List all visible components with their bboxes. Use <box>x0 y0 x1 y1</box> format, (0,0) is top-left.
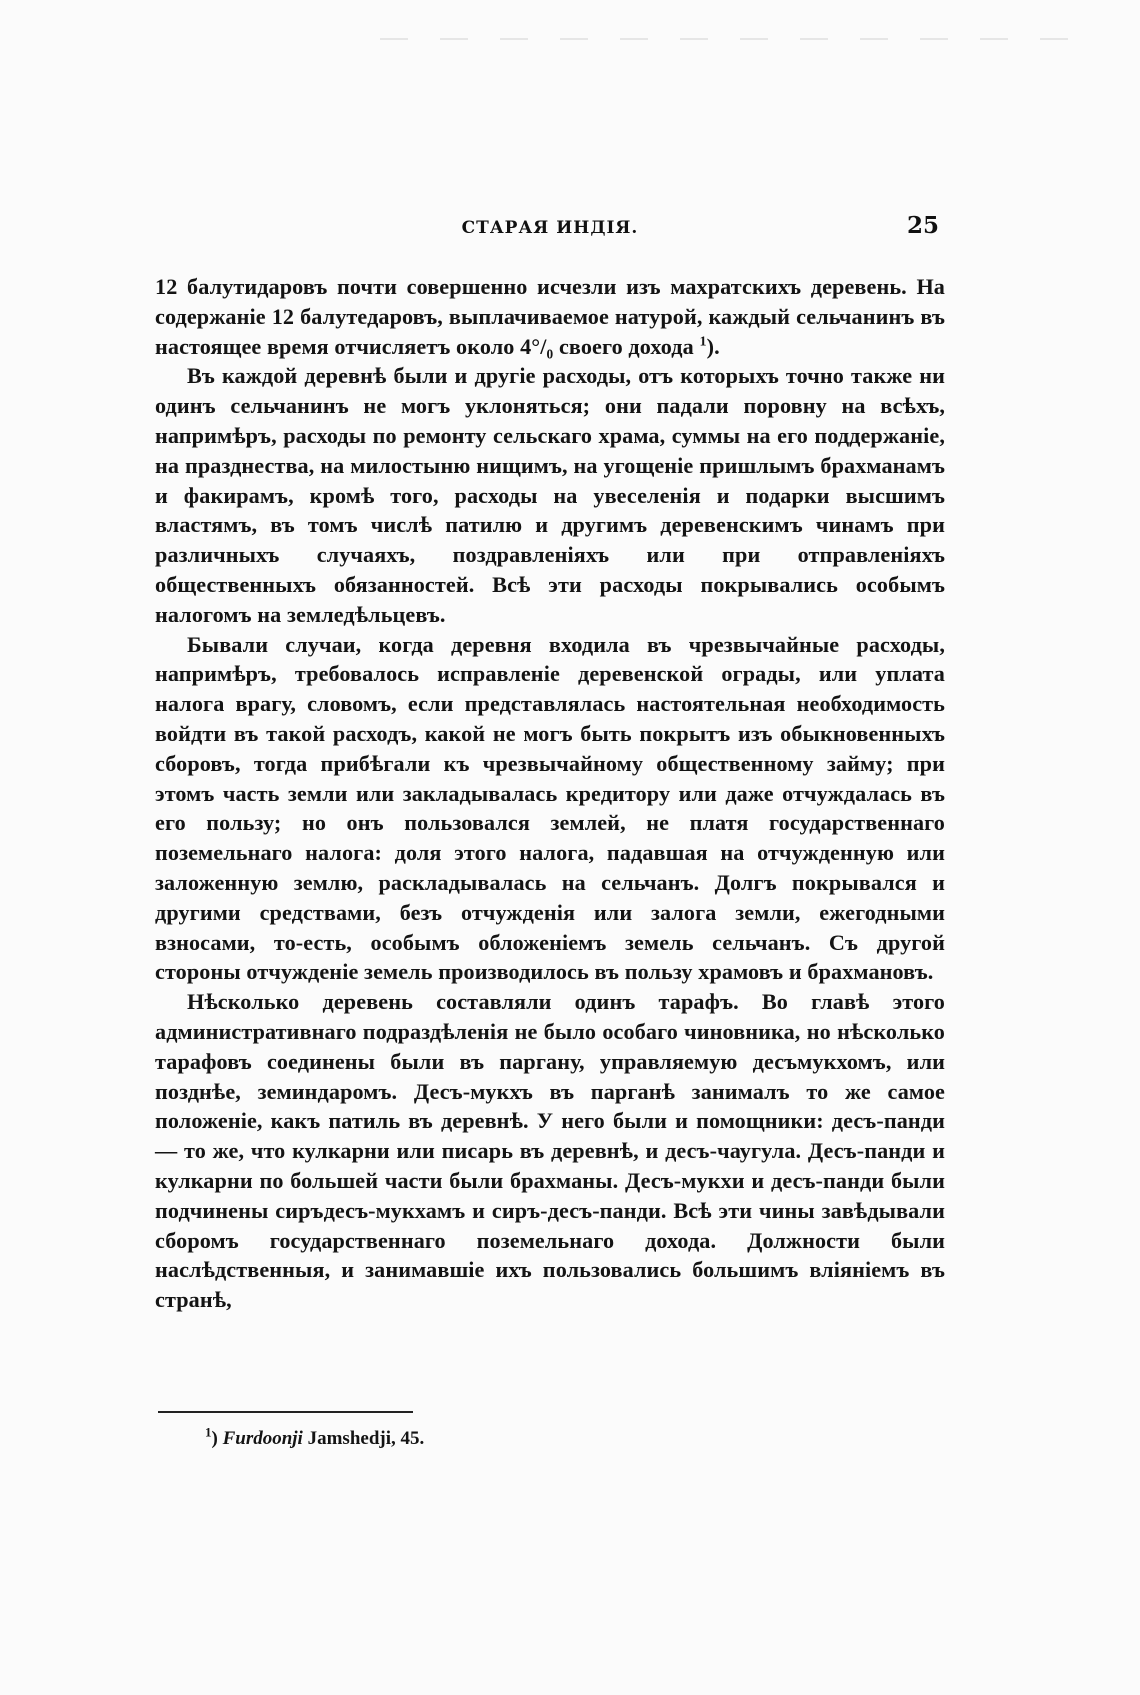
paragraph-1-tail: ). <box>706 333 720 359</box>
footnote <box>205 1424 425 1450</box>
running-head <box>155 212 945 252</box>
footnote-author: Furdoonji <box>222 1428 303 1449</box>
paragraph-4: Нѣсколько деревень составляли одинъ тарафъ. Во главѣ этого административнаго подраздѣленія не было особаго чиновника, но нѣсколько тарафовъ соединены были въ паргану, управляемую десъмукхомъ, или позднѣе, земиндаромъ. Десъ-мукхъ въ парганѣ занималъ то же самое положеніе, какъ патиль въ деревнѣ. У него были и помощники: десъ-панди — то же, что кулкарни или писарь въ деревнѣ, и десъ-чаугула. Десъ-панди и кулкарни по большей части были брахманы. Десъ-мукхи и десъ-панди были подчинены сиръдесъ-мукхамъ и сиръ-десъ-панди. Всѣ эти чины завѣдывали сборомъ государственнаго поземельнаго дохода. Должности были наслѣдственныя, и занимавшіе ихъ пользовались большимъ вліяніемъ въ странѣ, <box>155 989 945 1313</box>
paragraph-1-text: 12 балутидаровъ почти совершенно исчезли изъ махратскихъ деревень. На содержаніе 12 балутедаровъ, выплачиваемое натурой, каждый сельчанинъ въ настоящее время отчисляетъ около 4°/₀ своего дохода <box>155 274 945 359</box>
scan-edge-artifact <box>380 38 1100 40</box>
text-body <box>155 272 945 1315</box>
paragraph-2: Въ каждой деревнѣ были и другіе расходы, отъ которыхъ точно также ни одинъ сельчанинъ не могъ уклоняться; они падали поровну на всѣхъ, напримѣръ, расходы по ремонту сельскаго храма, суммы на его поддержаніе, на празднества, на милостыню нищимъ, на угощеніе пришлымъ брахманамъ и факирамъ, кромѣ того, расходы на увеселенія и подарки высшимъ властямъ, въ томъ числѣ патилю и другимъ деревенскимъ чинамъ при различныхъ случаяхъ, поздравленіяхъ или при отправленіяхъ общественныхъ обязанностей. Всѣ эти расходы покрывались особымъ налогомъ на земледѣльцевъ. <box>155 363 945 627</box>
footnote-paren: ) <box>211 1428 218 1449</box>
page-number: 25 <box>906 212 939 239</box>
footnote-mark: 1 <box>205 1424 212 1440</box>
footnote-reference: 1 <box>699 334 707 350</box>
paragraph-continued <box>155 272 945 361</box>
footnote-divider <box>158 1411 413 1413</box>
running-title: СТАРАЯ ИНДІЯ. <box>461 218 639 238</box>
paragraph-3: Бывали случаи, когда деревня входила въ чрезвычайные расходы, напримѣръ, требовалось исправленіе деревенской ограды, или уплата налога врагу, словомъ, если представлялась настоятельная необходимость войдти въ такой расходъ, какой не могъ быть покрытъ изъ обыкновенныхъ сборовъ, тогда прибѣгали къ чрезвычайному общественному займу; при этомъ часть земли или закладывалась кредитору или даже отчуждалась въ его пользу; но онъ пользовался землей, не платя государственнаго поземельнаго налога: доля этого налога, падавшая на отчужденную или заложенную землю, раскладывалась на сельчанъ. Долгъ покрывался и другими средствами, безъ отчужденія или залога земли, ежегодными взносами, то-есть, особымъ обложеніемъ земель сельчанъ. Съ другой стороны отчужденіе земель производилось въ пользу храмовъ и брахмановъ. <box>155 631 945 985</box>
footnote-source: Jamshedji, 45. <box>307 1428 425 1449</box>
